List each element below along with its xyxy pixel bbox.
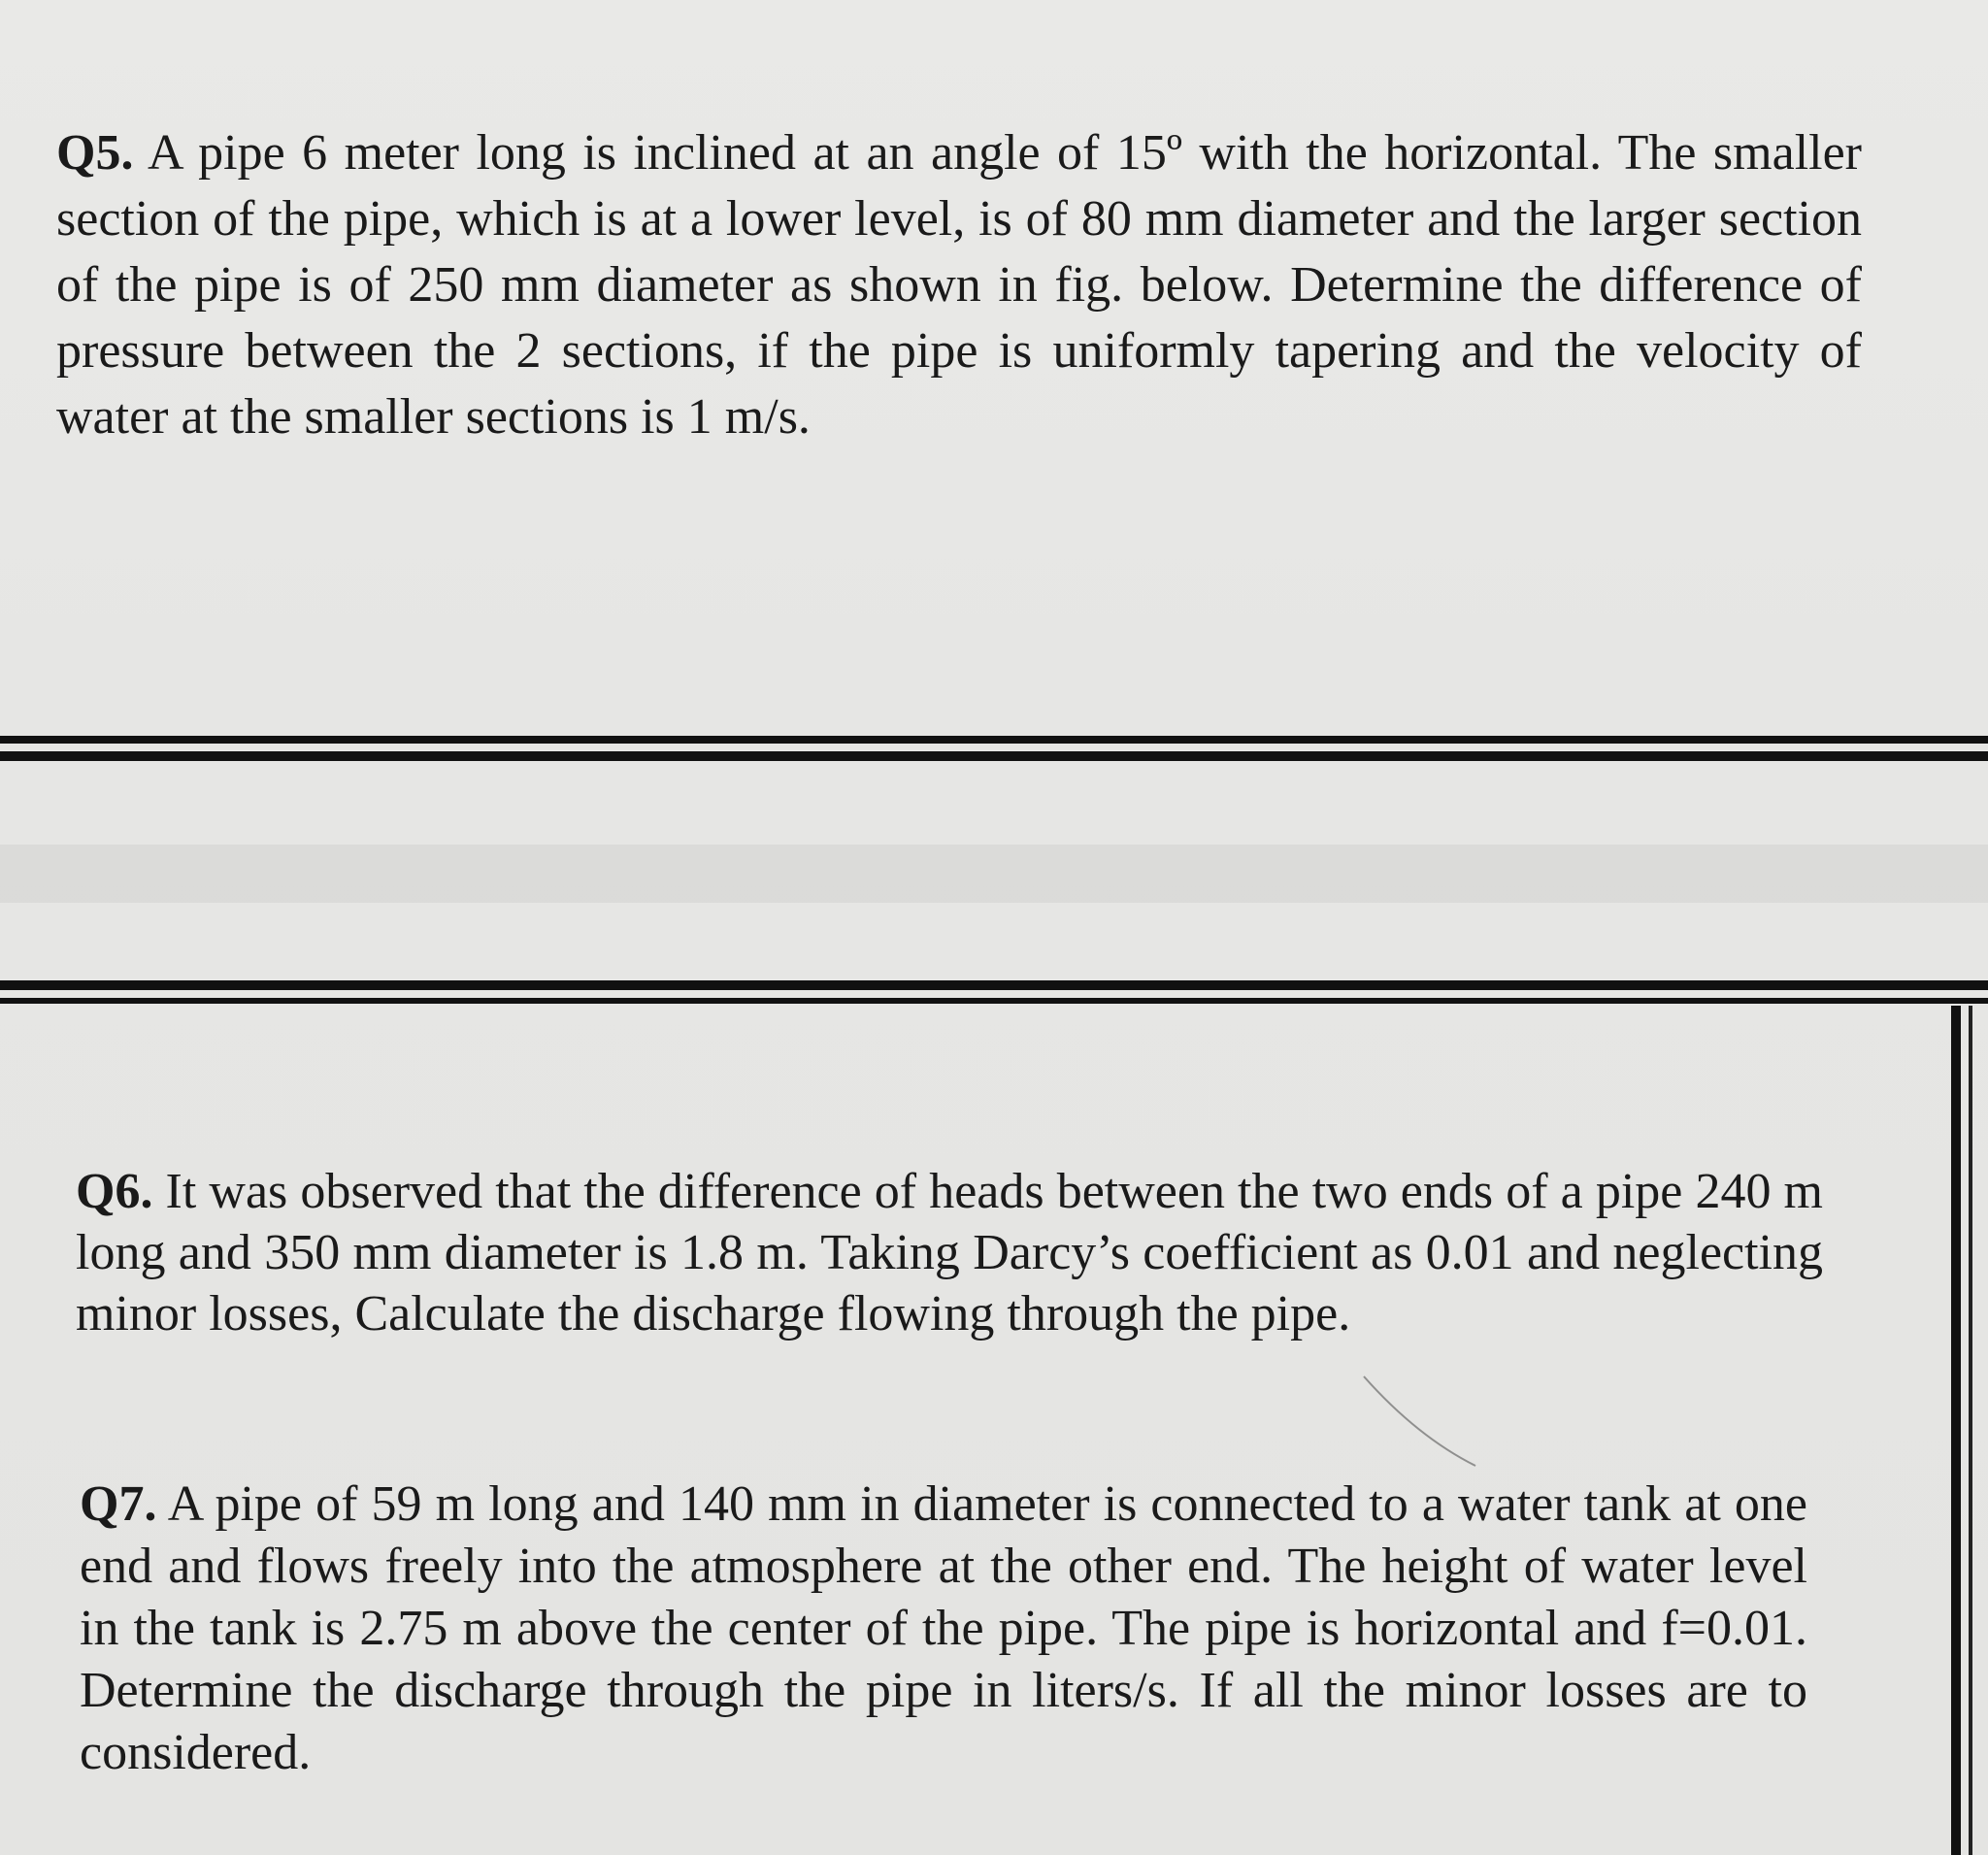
question-6-text: It was observed that the difference of heads between the two ends of a pipe 240 m long and 350 mm diameter is 1.8 m. Taking Darcy’s coefficient as 0.01 and neglecting minor losses, Calculate the discharge flowing through the pipe. xyxy=(76,1164,1823,1342)
question-7-number: Q7. xyxy=(80,1476,157,1532)
question-5-text: A pipe 6 meter long is inclined at an angle of 15º with the horizontal. The smaller section of the pipe, which is at a lower level, is of 80 mm diameter and the larger section of the pipe is of 250 mm diameter as shown in fig. below. Determine the difference of pressure between the 2 sections, if the pipe is uniformly tapering and the velocity of water at the smaller sections is 1 m/s. xyxy=(56,125,1862,445)
blank-band xyxy=(0,845,1988,903)
divider-bottom-thin xyxy=(0,998,1988,1004)
question-6-number: Q6. xyxy=(76,1164,153,1219)
question-7-text: A pipe of 59 m long and 140 mm in diameter is connected to a water tank at one end and flows freely into the atmosphere at the other end. The height of water level in the tank is 2.75 m above the center of the pipe. The pipe is horizontal and f=0.01. Determine the discharge through the pipe in liters/s. If all the minor losses are to considered. xyxy=(80,1476,1807,1780)
question-6 xyxy=(76,1161,1823,1344)
question-5 xyxy=(56,120,1862,450)
divider-top-thin xyxy=(0,751,1988,761)
question-7 xyxy=(80,1474,1807,1784)
divider-bottom-thick xyxy=(0,980,1988,990)
page-border-right-inner xyxy=(1969,1006,1972,1855)
page-border-right xyxy=(1951,1006,1961,1855)
question-5-number: Q5. xyxy=(56,125,134,181)
divider-top-thick xyxy=(0,736,1988,744)
